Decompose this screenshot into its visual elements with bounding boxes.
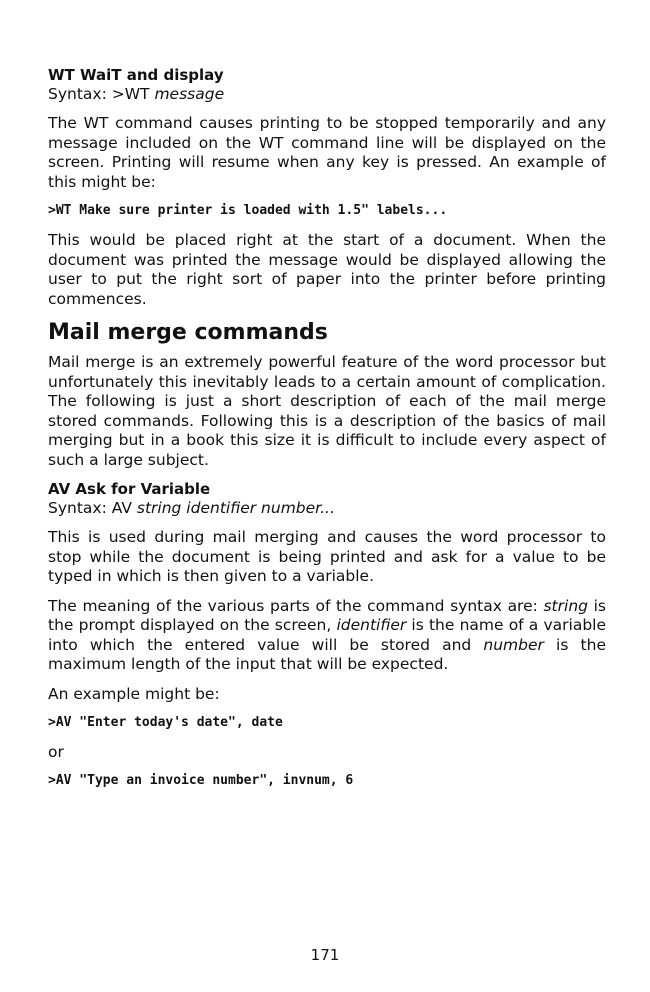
av-description: This is used during mail merging and causes the word processor to stop while the document is being printed and ask for a value to be typed in which is then given to a variable.: [48, 528, 606, 585]
av-syntax-args: string identifier number...: [136, 499, 335, 517]
av-expl-string: string: [543, 596, 588, 615]
av-expl-part-a: The meaning of the various parts of the command syntax are:: [48, 596, 544, 615]
av-command-heading: AV Ask for Variable: [48, 480, 211, 498]
mail-merge-heading: Mail merge commands: [48, 320, 328, 345]
av-syntax-prefix: Syntax: AV: [48, 499, 137, 517]
wt-syntax-arg: message: [154, 85, 225, 103]
wt-description: The WT command causes printing to be stopped temporarily and any message included on the WT command line will be displayed on the screen. Printing will resume when any key is pressed. An example of this might be:: [48, 114, 606, 191]
wt-example-code: >WT Make sure printer is loaded with 1.5" labels...: [48, 203, 448, 218]
av-example-code-2: >AV "Type an invoice number", invnum, 6: [48, 772, 354, 788]
av-expl-part-b: is the prompt displayed on the screen,: [48, 596, 606, 634]
av-example-intro: An example might be:: [48, 684, 220, 703]
av-expl-number: number: [483, 635, 544, 654]
av-example-code-1: >AV "Enter today's date", date: [48, 714, 283, 730]
or-text: or: [48, 742, 64, 761]
av-syntax-explanation: [48, 597, 606, 675]
av-expl-identifier: identifier: [336, 616, 407, 634]
av-expl-part-d: is the maximum length of the input that will be expected.: [48, 635, 606, 673]
av-syntax-line: [48, 499, 606, 518]
document-page: [48, 66, 606, 801]
page-number: 171: [310, 946, 340, 964]
mail-merge-intro: Mail merge is an extremely powerful feature of the word processor but unfortunately this inevitably leads to a certain amount of complication. The following is just a short description of each of the mail merge stored commands. Following this is a description of the basics of mail merging but in a book this size it is difficult to include every aspect of such a large subject.: [48, 353, 606, 469]
wt-syntax-prefix: Syntax: >WT: [48, 85, 155, 103]
wt-explanation: This would be placed right at the start of a document. When the document was printed the message would be displayed allowing the user to put the right sort of paper into the printer before printing commences.: [48, 231, 606, 308]
wt-command-heading: WT WaiT and display: [48, 66, 224, 84]
av-expl-part-c: is the name of a variable into which the entered value will be stored and: [48, 616, 607, 654]
wt-syntax-line: [48, 85, 606, 104]
